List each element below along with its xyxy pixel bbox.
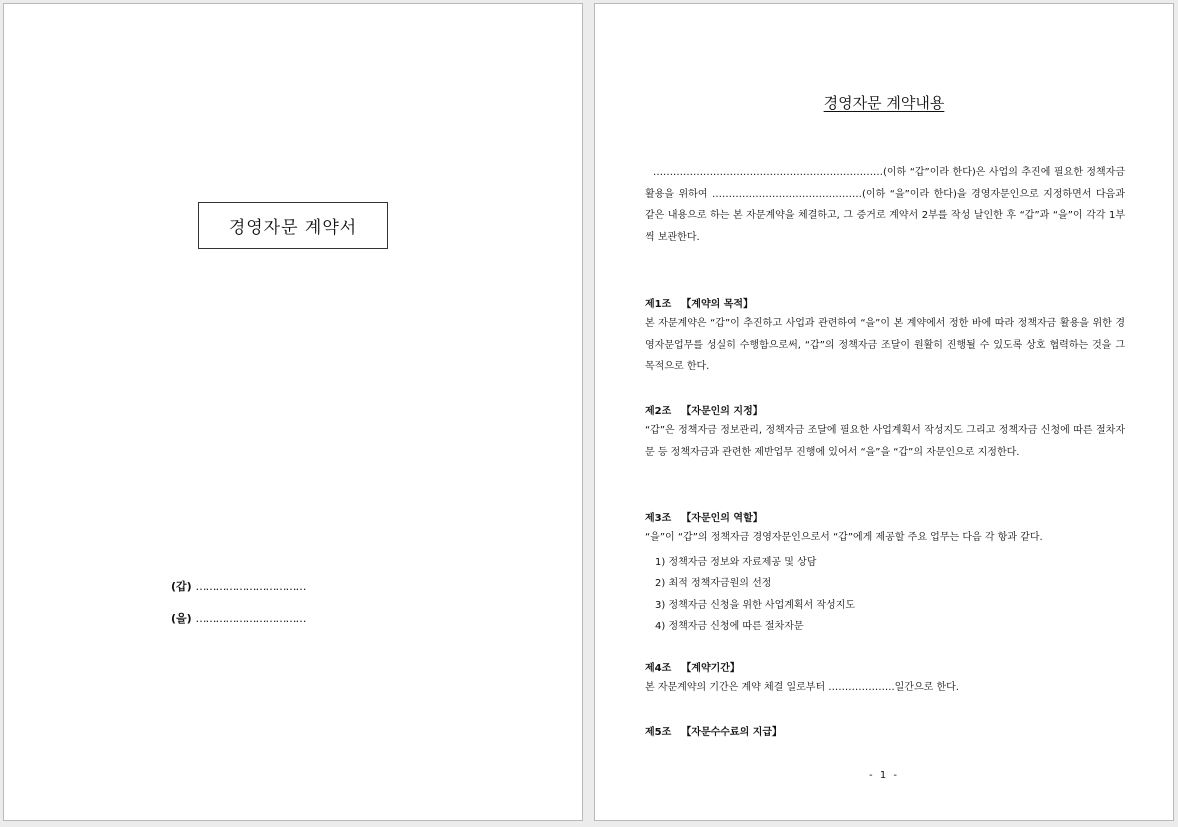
content-title xyxy=(595,92,1173,113)
article-1-heading: 【계약의 목적】 xyxy=(681,299,754,310)
article-2-heading: 【자문인의 지정】 xyxy=(681,406,763,417)
article-3-number: 제3조 xyxy=(645,513,672,524)
article-1-number: 제1조 xyxy=(645,299,672,310)
cover-title-text: 경영자문 계약서 xyxy=(228,218,358,238)
party-b-blank: …………………………… xyxy=(195,612,306,625)
article-5-heading: 【자문수수료의 지급】 xyxy=(681,727,783,738)
party-a-blank: …………………………… xyxy=(195,580,306,593)
cover-title xyxy=(198,202,388,249)
article-5-number: 제5조 xyxy=(645,727,672,738)
article-1-text: 본 자문계약은 “갑”이 추진하고 사업과 관련하여 “을”이 본 계약에서 정한 바에 따라 정책자금 활용을 위한 경영자문업무를 성실히 수행함으로써, “갑”의 정책자금 조달이 원활히 진행될 수 있도록 상호 협력하는 것을 그 목적으로 한다. xyxy=(645,318,1125,372)
article-4-body xyxy=(645,677,1125,699)
article-2-number: 제2조 xyxy=(645,406,672,417)
intro-text: ……………………………………………………………(이하 “갑”이라 한다)은 사업의 추진에 필요한 정책자금 활용을 위하여 ………………………………………(이하 “을”이라 한다)을 경영자문인으로 지정하면서 다음과 같은 내용으로 하는 본 자문계약을 체결하고, 그 증거로 계약서 2부를 작성 날인한 후 “갑”과 “을”이 각각 1부씩 보관한다. xyxy=(645,167,1125,243)
page-number: - 1 - xyxy=(869,770,899,781)
article-3-item-1: 1) 정책자금 정보와 자료제공 및 상담 xyxy=(655,557,817,568)
article-5-title xyxy=(645,723,782,738)
article-3-title xyxy=(645,509,763,524)
article-2-text: “갑”은 정책자금 정보관리, 정책자금 조달에 필요한 사업계획서 작성지도 그리고 정책자금 신청에 따른 절차자문 등 정책자금과 관련한 제반업무 진행에 있어서 “을”을 “갑”의 자문인으로 지정한다. xyxy=(645,425,1125,458)
content-page xyxy=(594,3,1174,821)
intro-paragraph xyxy=(645,162,1125,248)
article-1-body xyxy=(645,313,1125,378)
party-a-label: (갑) xyxy=(171,580,192,593)
article-3-text: “을”이 “갑”의 정책자금 경영자문인으로서 “갑”에게 제공할 주요 업무는 다음 각 항과 같다. xyxy=(645,532,1043,543)
article-3-item-3: 3) 정책자금 신청을 위한 사업계획서 작성지도 xyxy=(655,600,856,611)
article-4-number: 제4조 xyxy=(645,663,672,674)
cover-page xyxy=(3,3,583,821)
article-2-title xyxy=(645,402,763,417)
article-4-title xyxy=(645,659,740,674)
article-3-heading: 【자문인의 역할】 xyxy=(681,513,763,524)
party-a-line xyxy=(171,578,306,594)
article-1-title xyxy=(645,295,753,310)
content-title-text: 경영자문 계약내용 xyxy=(823,94,945,112)
article-3-body xyxy=(645,527,1125,549)
party-b-line xyxy=(171,610,306,626)
article-2-body xyxy=(645,420,1125,463)
article-3-item-4: 4) 정책자금 신청에 따른 절차자문 xyxy=(655,621,804,632)
party-b-label: (을) xyxy=(171,612,192,625)
article-3-item-2: 2) 최적 정책자금원의 선정 xyxy=(655,578,772,589)
article-4-heading: 【계약기간】 xyxy=(681,663,740,674)
article-4-text: 본 자문계약의 기간은 계약 체결 일로부터 ………………..일간으로 한다. xyxy=(645,682,959,693)
